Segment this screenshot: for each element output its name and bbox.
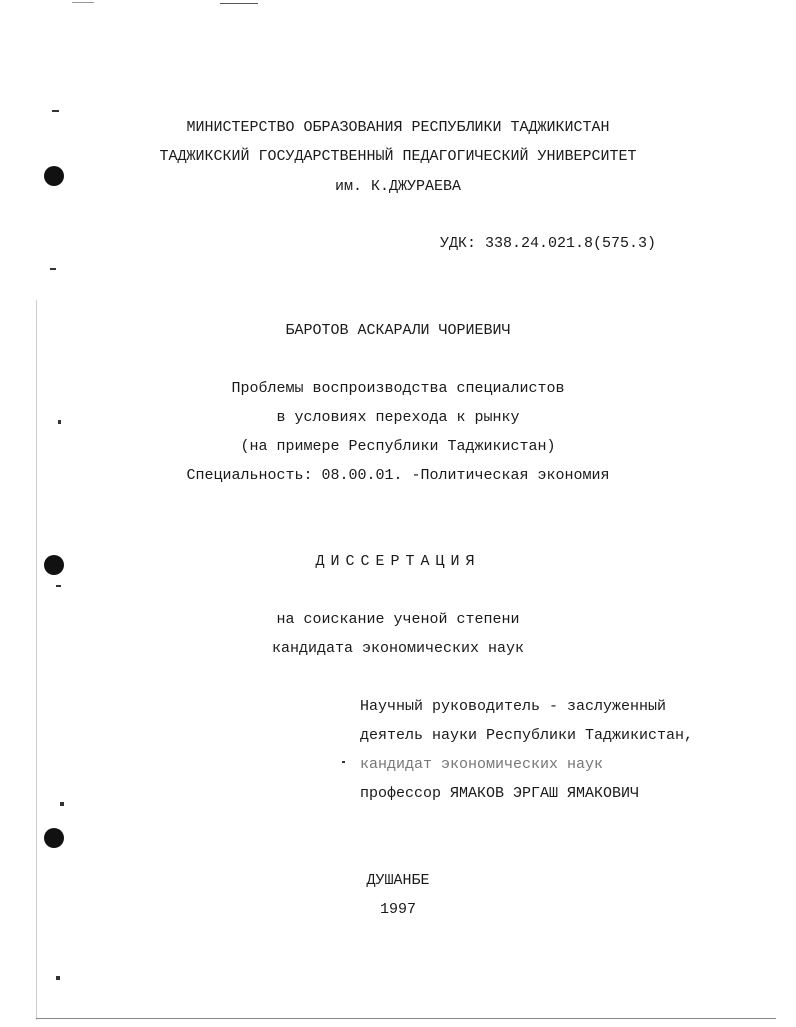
title-line-1: Проблемы воспроизводства специалистов — [231, 380, 565, 397]
scan-edge-mark — [72, 2, 94, 3]
supervisor-line-1: Научный руководитель - заслуженный — [360, 698, 667, 715]
ministry-line: МИНИСТЕРСТВО ОБРАЗОВАНИЯ РЕСПУБЛИКИ ТАДЖИКИСТАН — [186, 119, 610, 136]
university-line: ТАДЖИКСКИЙ ГОСУДАРСТВЕННЫЙ ПЕДАГОГИЧЕСКИЙ УНИВЕРСИТЕТ — [159, 148, 637, 165]
year: 1997 — [379, 901, 416, 918]
title-line-3: (на примере Республики Таджикистан) — [240, 438, 556, 455]
scan-speck — [58, 420, 61, 424]
degree-line-1: на соискание ученой степени — [276, 611, 520, 628]
punch-hole-bottom — [44, 828, 64, 848]
punch-hole-middle — [44, 555, 64, 575]
supervisor-line-4: профессор ЯМАКОВ ЭРГАШ ЯМАКОВИЧ — [360, 785, 640, 802]
scan-speck — [52, 110, 59, 112]
scan-speck — [56, 976, 60, 980]
author-name: БАРОТОВ АСКАРАЛИ ЧОРИЕВИЧ — [285, 322, 511, 339]
punch-hole-top — [44, 166, 64, 186]
scan-edge-mark — [220, 3, 258, 4]
doc-type: ДИССЕРТАЦИЯ — [315, 553, 481, 570]
scan-speck — [50, 268, 56, 270]
supervisor-line-2: деятель науки Республики Таджикистан, — [360, 727, 694, 744]
title-line-2: в условиях перехода к рынку — [276, 409, 520, 426]
supervisor-line-3: кандидат экономических наук — [360, 756, 604, 773]
udk-code: УДК: 338.24.021.8(575.3) — [439, 235, 656, 252]
named-after-line: им. К.ДЖУРАЕВА — [334, 178, 462, 195]
degree-line-2: кандидата экономических наук — [271, 640, 525, 657]
scan-left-border — [36, 300, 37, 1020]
scan-bottom-border — [36, 1018, 776, 1019]
scan-speck — [56, 585, 61, 587]
scan-speck — [60, 802, 64, 806]
scan-speck — [342, 761, 345, 763]
specialty-line: Специальность: 08.00.01. -Политическая экономия — [186, 467, 610, 484]
city: ДУШАНБЕ — [366, 872, 430, 889]
